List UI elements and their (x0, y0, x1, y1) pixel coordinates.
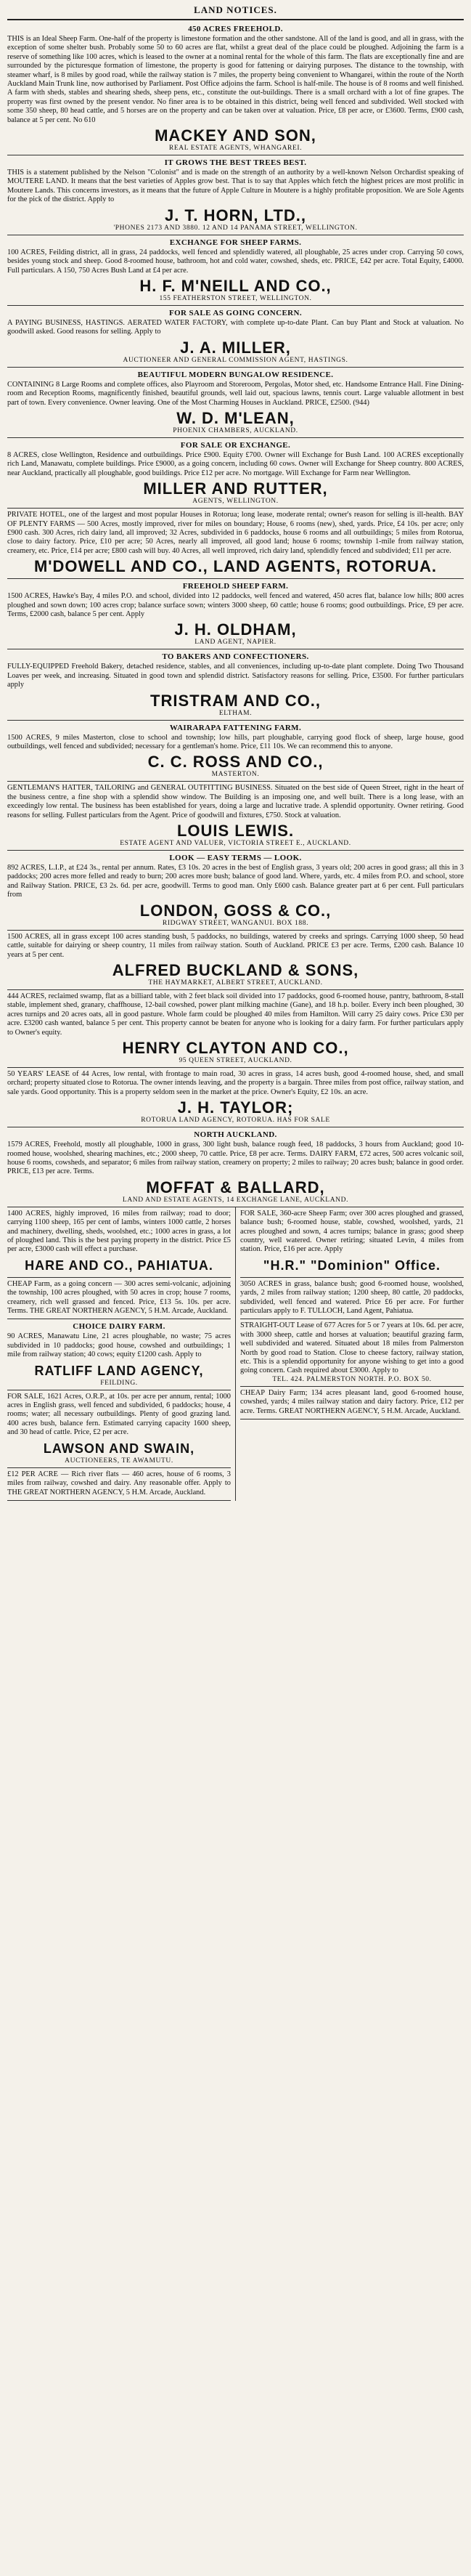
ad-body: STRAIGHT-OUT Lease of 677 Acres for 5 or 7 years at 10s. 6d. per acre, with 3000 sheep, cattle and horses at valuation; beautiful grazing farm, well subdivided and watered. Situated about 18 miles from Palmerston North by good road to Station. Close to cheese factory, railway station, etc. This is a splendid opportunity for anyone wishing to get into a good going concern. Cash required about £3000. Apply to (240, 1321, 464, 1375)
ad-body: 1500 ACRES, 9 miles Masterton, close to school and township; low hills, part ploughable, carrying good flock of sheep, large house, good outbuildings, well fenced and subdivided; necessary for a gentleman's home. Price, £11 10s. We can recommend this to anyone. (7, 733, 464, 751)
classified-ad (7, 306, 464, 368)
ad-body: 8 ACRES, close Wellington, Residence and outbuildings. Price £900. Equity £700. Owner will Exchange for Bush Land. 100 ACRES exceptionally rich Land, Manawatu, complete buildings. Price £9000, as a going concern, including 60 cows. Owner will Exchange for Sheep country. 800 ACRES, near Auckland, practically all ploughable, good buildings. Price £12 per acre. No mortgage. Will Exchange for Farm near Wellington. (7, 450, 464, 477)
classified-ad (7, 1278, 231, 1320)
advertiser-name: LAWSON AND SWAIN, (43, 1441, 195, 1456)
classified-ad (7, 1127, 464, 1207)
advertiser-name: HARE AND CO., PAHIATUA. (25, 1257, 213, 1273)
ad-body: FOR SALE, 360-acre Sheep Farm; over 300 acres ploughed and grassed, balance bush; 6-roomed house, stable, cowshed, woolshed, yards, 21 acres ploughed and sown, 4 acres turnips; balance in grass; good sheep country, well watered. Owner retiring; situated Levin, 4 miles from station. Price, £16 per acre. Apply (240, 1209, 464, 1254)
classified-ad (240, 1278, 464, 1320)
advertiser-name: LONDON, GOSS & CO., (139, 901, 332, 920)
classified-ad (7, 1390, 231, 1468)
advertiser-address: REAL ESTATE AGENTS, WHANGAREI. (168, 145, 303, 153)
advertiser-name: J. H. OLDHAM, (174, 620, 297, 639)
classified-ad (7, 990, 464, 1068)
classified-ad (7, 721, 464, 782)
two-column-section (7, 1207, 464, 1501)
classified-ad (7, 22, 464, 155)
advertiser-name: J. A. MILLER, (180, 338, 291, 357)
ad-body: 50 YEARS' LEASE of 44 Acres, low rental, with frontage to main road, 30 acres in grass, 14 acres bush, good 4-roomed house, shed, and small orchard; property situated close to Rotorua. The owner intends leaving, and the property is a bargain. Three miles from post office, railway station, and sale yards. Good opportunity. This is a property seldom seen in the market at the price. Owner's Equity, £2 10s. an acre. (7, 1069, 464, 1096)
advertiser-name: W. D. M'LEAN, (176, 408, 295, 427)
classified-ad (7, 368, 464, 438)
ad-body: THIS is a statement published by the Nelson "Colonist" and is made on the strength of an authority by a well-known Nelson Orchardist speaking of MOUTERE LAND. It means that the best varieties of Apples grow best. That is to say that Apples which fetch the highest prices are most prolific in Moutere Lands. This concerns investors, as it means that the future of Apple Culture in Moutere is a highly profitable proposition. We are Sole Agents for the pick of the district. Apply to (7, 169, 464, 204)
ad-heading: CHOICE DAIRY FARM. (73, 1322, 165, 1332)
ad-heading: 450 ACRES FREEHOLD. (188, 25, 283, 33)
ad-heading: IT GROWS THE BEST TREES BEST. (164, 158, 307, 168)
advertiser-address: 'PHONES 2173 AND 3880. 12 AND 14 PANAMA STREET, WELLINGTON. (113, 224, 358, 232)
ad-body: 1579 ACRES, Freehold, mostly all ploughable, 1000 in grass, 300 light bush, balance rough feed, 18 paddocks, 3 hours from Auckland; good 10-roomed house, woolshed, shearing machines, etc.; 2000 sheep, 70 cattle. Price, £8 per acre. Terms. DAIRY FARM, £72 acres, 500 acres volcanic soil, house 6 rooms, cowsheds, and separator; 6 miles from railway station, creamery on property; 2 miles to railway; 20 acres bush; balance in good order. PRICE, £13 per acre. Terms. (7, 1141, 464, 1176)
classified-ad (7, 1319, 231, 1390)
ad-body: FULLY-EQUIPPED Freehold Bakery, detached residence, stables, and all conveniences, including up-to-date plant complete. Doing Two Thousand Loaves per week, and increasing. Situated in good town and splendid district. Satisfactory reasons for selling. Price, £3500. For further particulars apply (7, 663, 464, 689)
advertiser-address: LAND AGENT, NAPIER. (194, 639, 277, 647)
ad-body: CHEAP Farm, as a going concern — 300 acres semi-volcanic, adjoining the township, 100 acres ploughed, with 50 acres in crop; house 7 rooms, creamery, rich well grassed and fenced. Price, £13 5s. 10s. per acre. Terms. THE GREAT NORTHERN AGENCY, 5 H.M. Arcade, Auckland. (7, 1279, 231, 1316)
ad-heading: NORTH AUCKLAND. (194, 1130, 277, 1140)
classified-ad (7, 1207, 231, 1278)
classified-ad (7, 649, 464, 720)
classified-ad (240, 1319, 464, 1386)
classified-ad (240, 1387, 464, 1419)
ad-body: 1500 ACRES, all in grass except 100 acres standing bush, 5 paddocks, no buildings, watered by creeks and springs. Carrying 1000 sheep, 50 head cattle, suitable for dairying or sheep country, 11 miles from railway station. South of Auckland. PRICE £3 per acre. Terms, £200 cash. Balance 10 years at 5 per cent. (7, 932, 464, 959)
classified-ad (7, 782, 464, 851)
advertiser-address: AUCTIONEER AND GENERAL COMMISSION AGENT, HASTINGS. (123, 356, 348, 364)
advertiser-name: LOUIS LEWIS. (176, 822, 295, 841)
top-rule (7, 19, 464, 20)
ad-body: GENTLEMAN'S HATTER, TAILORING and GENERAL OUTFITTING BUSINESS. Situated on the best side of Queen Street, right in the heart of the business centre, a fine shop with a splendid show window. The Building is an imposing one, and well built. There is a long lease, with an exceedingly low rental. The business has been established for years, doing a large and lucrative trade. A splendid opportunity. Owner retiring. Good reasons for selling. Fullest particulars from the Agent. Price of goodwill and fixtures, £750. Stock at valuation. (7, 784, 464, 819)
advertiser-address: MASTERTON. (211, 771, 260, 779)
advertiser-name: RATLIFF LAND AGENCY, (34, 1363, 204, 1378)
ad-body: FOR SALE, 1621 Acres, O.R.P., at 10s. per acre per annum, rental; 1000 acres in English grass, well fenced and subdivided, 6 paddocks; house, 4 rooms; water; all necessary outbuildings. Plenty of good grazing land. 400 acres bush, balance fern. Estimated carrying capacity 1600 sheep, and 30 head of cattle. Price, £2 per acre. (7, 1392, 231, 1437)
ad-body: PRIVATE HOTEL, one of the largest and most popular Houses in Rotorua; long lease, moderate rental; owner's reason for selling is ill-health. BAY OF PLENTY FARMS — 500 Acres, mostly improved, river for miles on boundary; House, 6 rooms (new), shed, yards. Price, £4 10s. per acre; only £900 cash. 300 Acres, rich dairy land, all improved; 32 Acres, subdivided in 6 paddocks, house 6 rooms and all outbuildings; 5 miles from Rotorua, close to dairy factory. Price, £10 per acre; 50 Acres, nearly all improved, all good land; house 6 rooms; township 1-mile from railway station, creamery, etc. Price, £14 per acre; £800 cash will buy. 40 Acres, all well improved, rich dairy land, splendidly fenced and subdivided; £11 per acre. (7, 511, 464, 555)
advertiser-name: H. F. M'NEILL AND CO., (139, 276, 332, 295)
advertiser-name: ALFRED BUCKLAND & SONS, (112, 960, 359, 979)
classified-ad (7, 1068, 464, 1127)
ad-body: 444 ACRES, reclaimed swamp, flat as a billiard table, with 2 feet black soil divided into 17 paddocks, good 6-roomed house, pantry, bathroom, 8-stall stable, implement shed, granary, chaffhouse, 12-bail cowshed, power plant milking machine (Gane), and 18 h.p. boiler. Every inch been ploughed, 30 acres turnips and 20 acres oats, all in good pasture. Whole farm could be ploughed 40 miles from Hamilton. Will carry 25 dairy cows. Price £30 per acre. £3200 cash wanted, balance 5 per cent. This property cannot be beaten for anyone who is looking for a dairy farm. For further particulars apply to Owner's equity. (7, 992, 464, 1037)
ad-body: A PAYING BUSINESS, HASTINGS. AERATED WATER FACTORY, with complete up-to-date Plant. Can buy Plant and Stock at valuation. No goodwill asked. Good reasons for selling. Apply to (7, 318, 464, 336)
ad-heading: BEAUTIFUL MODERN BUNGALOW RESIDENCE. (137, 370, 334, 379)
classified-ad (7, 851, 464, 931)
classified-ad (7, 579, 464, 649)
ad-body: CHEAP Dairy Farm; 134 acres pleasant land, good 6-roomed house, cowshed, yards; 4 miles railway station and dairy factory. Price, £12 per acre. Terms. GREAT NORTHERN AGENCY, 5 H.M. Arcade, Auckland. (240, 1388, 464, 1415)
advertiser-address: THE HAYMARKET, ALBERT STREET, AUCKLAND. (148, 979, 323, 987)
ad-heading: TO BAKERS AND CONFECTIONERS. (162, 652, 309, 662)
ad-body: 3050 ACRES in grass, balance bush; good 6-roomed house, woolshed, yards, 2 miles from railway station; 1200 sheep, 80 cattle, 20 paddocks, subdivided, well fenced and watered. Price £6 per acre. For further particulars apply to F. TULLOCH, Land Agent, Pahiatua. (240, 1279, 464, 1316)
advertiser-address: ESTATE AGENT AND VALUER, VICTORIA STREET E., AUCKLAND. (120, 840, 351, 848)
classified-ad (7, 509, 464, 579)
classified-ad (7, 931, 464, 990)
advertiser-address: 95 QUEEN STREET, AUCKLAND. (179, 1056, 292, 1064)
advertiser-name: C. C. ROSS AND CO., (147, 753, 324, 771)
advertiser-name: HENRY CLAYTON AND CO., (122, 1038, 349, 1057)
classified-ad (7, 155, 464, 235)
right-column (240, 1207, 464, 1501)
advertiser-address: RIDGWAY STREET, WANGANUI. BOX 188. (162, 919, 309, 927)
ad-body: 100 ACRES, Feilding district, all in grass, 24 paddocks, well fenced and splendidly watered, all ploughable, 25 acres under crop. Carrying 50 cows, besides young stock and sheep. Good 8-roomed house, bathroom, hot and cold water, cowshed, sheds, etc. PRICE, £42 per acre. Total Equity, £4000. Full particulars. A 150, 750 Acres Bush Land at £4 per acre. (7, 248, 464, 275)
advertiser-name: M'DOWELL AND CO., LAND AGENTS, ROTORUA. (33, 557, 438, 576)
ad-heading: FREEHOLD SHEEP FARM. (182, 582, 289, 591)
classified-ad (7, 438, 464, 509)
advertiser-name: MACKEY AND SON, (155, 126, 316, 145)
advertiser-name: "H.R." "Dominion" Office. (263, 1257, 441, 1273)
ad-heading: FOR SALE OR EXCHANGE. (180, 440, 291, 450)
ad-heading: FOR SALE AS GOING CONCERN. (168, 308, 303, 317)
ad-heading: EXCHANGE FOR SHEEP FARMS. (169, 238, 302, 247)
advertiser-name: MOFFAT & BALLARD, (146, 1178, 325, 1196)
ad-body: 1400 ACRES, highly improved, 16 miles from railway; road to door; carrying 1100 sheep, 165 per cent of lambs, winters 1000 cattle, 2 horses and machinery, dwelling, sheds, woolshed, etc.; 1000 acres in grass, a lot of ploughed land. This is the best paying property in the district. Price £5 per acre, £3000 cash will effect a purchase. (7, 1209, 231, 1254)
advertiser-address: TEL. 424. PALMERSTON NORTH. P.O. BOX 50. (272, 1375, 432, 1383)
classified-ad (7, 1468, 231, 1501)
ad-body: 1500 ACRES, Hawke's Bay, 4 miles P.O. and school, divided into 12 paddocks, well fenced and watered, 450 acres flat, balance low hills; 800 acres ploughed and sown down; 100 acres crop; balance surface sown; winters 3000 sheep, 60 cattle; house 6 rooms; good outbuildings. Price, £9 per acre. Terms, £2000 cash, balance 5 per cent. Apply (7, 592, 464, 618)
ad-body: 892 ACRES, L.I.P., at £24 3s., rental per annum. Rates, £3 10s. 20 acres in the best of English grass, 3 years old; 200 acres in good grass; all this in 3 paddocks; 200 acres more felled and ready to burn; 200 acres more bush; balance of good land. Where, yards, etc. 4 miles from P.O. and school, store and Railway Station. PRICE, £3 2s. 6d. per acre, goodwill. Terms to good man. Only £600 cash. Balance greater part at 6 per cent. Full particulars from (7, 864, 464, 899)
ad-heading: LOOK — EASY TERMS — LOOK. (169, 854, 302, 863)
advertiser-name: TRISTRAM AND CO., (150, 691, 321, 710)
advertiser-address: AGENTS, WELLINGTON. (192, 498, 279, 506)
advertiser-address: ELTHAM. (218, 709, 253, 717)
advertiser-address: 155 FEATHERSTON STREET, WELLINGTON. (159, 294, 312, 302)
advertiser-address: PHOENIX CHAMBERS, AUCKLAND. (173, 426, 298, 434)
left-column (7, 1207, 236, 1501)
page (7, 0, 464, 1501)
page-title: LAND NOTICES. (194, 4, 277, 15)
classified-ad (7, 235, 464, 306)
advertiser-address: FEILDING. (100, 1379, 138, 1387)
ad-body: CONTAINING 8 Large Rooms and complete offices, also Playroom and Storeroom, Pergolas, Motor shed, etc. Handsome Entrance Hall. Fine Dining-room and Reception Rooms, magnificently finished, beautiful grounds, well laid out, spacious lawns, tennis court. Large valuable allotment in best part of town. Every convenience. Owner leaving. One of the Most Charming Houses in Auckland. PRICE, £2500. (944) (7, 380, 464, 407)
ad-body: THIS is an Ideal Sheep Farm. One-half of the property is limestone formation and the other sandstone. All of the land is good, and all in grass, with the exception of some shelter bush. Probably some 50 to 60 acres are flat, whilst a great deal of the place could be ploughed. Adjoining the farm is a reserve of something like 100 acres, which is leased to the owner at a nominal rental for the whole of this farm. The flats are exceptionally fine and are surrounded by the picturesque formation of limestone, the property is good for fattening or dairying purposes. The distance to the township, with steamer wharf, is 8 miles by good road, while the railway station is 7 miles, the property being convenient to Whangarei, within the route of the North Auckland Main Trunk line, now authorised by Parliament. Post Office adjoins the farm. School is half-mile. The house is of 8 rooms and well finished. A farm with sheds, stables and shearing sheds, sheep pens, etc., constitute the out-buildings. There is a small orchard with a lot of fine grapes. The property was first owned by the present vendor. No finer area is to be obtained in this district, being well fenced and subdivided. Well stocked with some 350 sheep, 80 head cattle, and 5 horses are on the property and can be taken over at valuation. Price, £8 per acre, or £3600. Terms, £900 cash, balance at 5 per cent. No 610 (7, 35, 464, 124)
ads-column (7, 22, 464, 1207)
advertiser-name: J. H. TAYLOR; (177, 1098, 294, 1117)
advertiser-address: AUCTIONEERS, TE AWAMUTU. (65, 1457, 173, 1465)
advertiser-address: LAND AND ESTATE AGENTS, 14 EXCHANGE LANE, AUCKLAND. (122, 1196, 349, 1204)
advertiser-address: ROTORUA LAND AGENCY, ROTORUA. HAS FOR SALE (141, 1117, 330, 1125)
advertiser-name: J. T. HORN, LTD., (164, 206, 307, 224)
ad-heading: WAIRARAPA FATTENING FARM. (169, 723, 302, 732)
classified-ad (240, 1207, 464, 1278)
advertiser-name: MILLER AND RUTTER, (143, 479, 328, 498)
ad-body: 90 ACRES, Manawatu Line, 21 acres ploughable, no waste; 75 acres subdivided in 10 paddocks; good house, cowshed and outbuildings; 1 mile from railway station; 40 cows; equity £1200 cash. Apply to (7, 1332, 231, 1359)
ad-body: £12 PER ACRE — Rich river flats — 460 acres, house of 6 rooms, 3 miles from railway, cowshed and dairy. Any reasonable offer. Apply to THE GREAT NORTHERN AGENCY, 5 H.M. Arcade, Auckland. (7, 1470, 231, 1496)
